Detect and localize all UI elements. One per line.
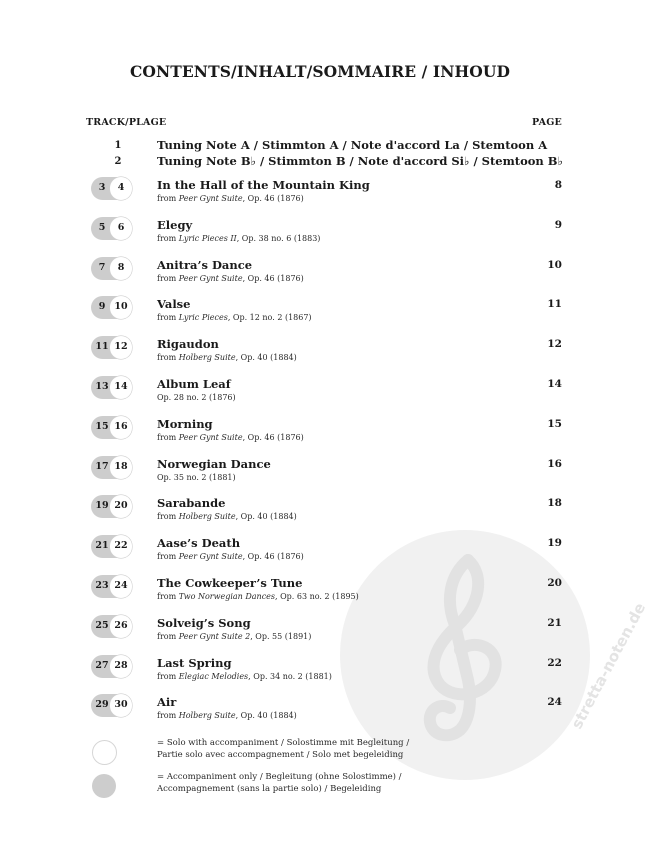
piece-source	[157, 194, 304, 203]
source-work: Holberg Suite	[178, 512, 236, 522]
track-pill	[91, 217, 131, 240]
track-number-accompaniment: 7	[98, 261, 106, 273]
source-prefix: from	[157, 233, 179, 243]
page-number: 11	[547, 298, 562, 311]
legend-line: = Accompaniment only / Begleitung (ohne Solostimme) /	[157, 772, 402, 782]
track-number-accompaniment: 29	[95, 699, 109, 711]
piece-title: Anitra’s Dance	[157, 257, 253, 272]
source-suffix: , Op. 34 no. 2 (1881)	[248, 671, 332, 681]
track-pill	[91, 456, 131, 479]
source-work: Peer Gynt Suite	[178, 273, 243, 283]
source-work: Peer Gynt Suite	[178, 194, 243, 203]
source-suffix: , Op. 55 (1891)	[250, 631, 312, 641]
track-number-solo: 8	[117, 261, 125, 273]
piece-source	[157, 552, 304, 561]
piece-title: In the Hall of the Mountain King	[157, 178, 370, 192]
legend-text	[157, 737, 409, 761]
source-suffix: , Op. 46 (1876)	[242, 194, 304, 203]
page-number: 10	[547, 258, 562, 271]
track-pill	[91, 615, 131, 638]
source-prefix: Op. 35 no. 2 (1881)	[157, 472, 236, 482]
track-pill	[91, 575, 131, 598]
track-number-solo: 4	[117, 182, 125, 193]
contents-entry	[0, 176, 640, 208]
track-number-solo: 26	[114, 619, 128, 631]
contents-entry	[0, 216, 640, 248]
page-number: 22	[547, 656, 562, 669]
page-number: 14	[547, 378, 562, 390]
track-number-accompaniment: 3	[98, 182, 106, 193]
piece-source	[157, 313, 312, 322]
page-number: 8	[554, 179, 562, 191]
source-work: Peer Gynt Suite	[178, 552, 243, 562]
track-pill	[91, 495, 131, 518]
source-suffix: , Op. 63 no. 2 (1895)	[275, 592, 359, 601]
piece-source	[157, 672, 332, 681]
source-prefix: from	[157, 512, 179, 522]
track-number-solo: 14	[114, 381, 128, 392]
track-number-accompaniment: 13	[95, 381, 109, 392]
piece-source	[157, 433, 304, 442]
track-number-accompaniment: 15	[95, 420, 109, 432]
contents-entry	[0, 415, 640, 447]
white-circle-icon	[92, 740, 117, 765]
source-suffix: , Op. 46 (1876)	[242, 432, 304, 442]
piece-source	[157, 274, 304, 283]
source-prefix: from	[157, 353, 179, 363]
track-pill	[91, 257, 131, 280]
source-suffix: , Op. 46 (1876)	[242, 552, 304, 562]
watermark-text: stretta-noten.de	[567, 599, 650, 732]
track-pill	[91, 296, 131, 319]
track-pill	[91, 535, 131, 558]
contents-entry	[0, 534, 640, 566]
piece-title: Elegy	[157, 217, 193, 232]
track-number-accompaniment: 5	[98, 221, 106, 233]
source-prefix: from	[157, 711, 179, 721]
track-pill	[91, 336, 131, 359]
legend-text	[157, 771, 402, 795]
tuning-text: Tuning Note A / Stimmton A / Note d'accord La / Stemtoon A	[157, 138, 548, 152]
track-number-solo: 12	[114, 341, 128, 353]
source-work: Elegiac Melodies	[178, 671, 249, 681]
piece-title: Last Spring	[157, 655, 232, 670]
piece-source	[157, 711, 297, 720]
source-work: Holberg Suite	[178, 353, 236, 363]
source-suffix: , Op. 46 (1876)	[242, 273, 304, 283]
source-work: Lyric Pieces II	[178, 233, 237, 243]
source-prefix: from	[157, 432, 179, 442]
contents-entry	[0, 693, 640, 725]
tuning-track-number: 2	[114, 156, 122, 167]
page-number: 24	[547, 696, 562, 709]
piece-source	[157, 632, 311, 641]
page-number: 9	[554, 218, 562, 231]
legend-line: Accompagnement (sans la partie solo) / Begeleiding	[157, 784, 382, 794]
source-suffix: , Op. 12 no. 2 (1867)	[227, 313, 312, 323]
piece-source	[157, 592, 359, 601]
track-number-solo: 20	[114, 500, 128, 512]
track-pill	[91, 376, 131, 399]
source-suffix: , Op. 40 (1884)	[235, 711, 297, 721]
piece-source	[157, 234, 320, 243]
track-pill	[91, 655, 131, 678]
piece-source	[157, 473, 236, 482]
track-number-accompaniment: 19	[95, 500, 109, 512]
track-number-accompaniment: 21	[95, 540, 109, 552]
track-number-accompaniment: 23	[95, 580, 109, 591]
contents-entry	[0, 256, 640, 288]
source-work: Peer Gynt Suite	[178, 432, 243, 442]
contents-entry	[0, 574, 640, 606]
contents-entry	[0, 614, 640, 646]
page-number: 18	[547, 497, 562, 510]
page-column-header: PAGE	[532, 117, 562, 128]
track-number-accompaniment: 9	[98, 301, 106, 313]
source-prefix: from	[157, 552, 179, 562]
source-prefix: from	[157, 194, 179, 203]
page-title: CONTENTS/INHALT/SOMMAIRE / INHOUD	[129, 62, 511, 81]
source-work: Peer Gynt Suite 2	[178, 631, 251, 641]
piece-title: Album Leaf	[157, 377, 231, 391]
grey-circle-icon	[92, 774, 116, 798]
piece-source	[157, 393, 236, 402]
contents-entry	[0, 335, 640, 367]
legend-line: Partie solo avec accompagnement / Solo met begeleiding	[157, 750, 404, 760]
source-prefix: from	[157, 592, 179, 601]
piece-title: Morning	[157, 416, 213, 431]
piece-title: Sarabande	[157, 496, 226, 511]
contents-entry	[0, 375, 640, 407]
track-number-solo: 18	[114, 460, 128, 472]
piece-source	[157, 512, 297, 521]
contents-entry	[0, 654, 640, 686]
source-suffix: , Op. 40 (1884)	[235, 353, 297, 363]
piece-title: Valse	[157, 297, 191, 312]
source-work: Holberg Suite	[178, 711, 236, 721]
track-number-solo: 30	[114, 699, 128, 711]
source-prefix: from	[157, 671, 179, 681]
track-number-accompaniment: 25	[95, 619, 109, 631]
track-number-solo: 28	[114, 659, 128, 671]
tuning-row	[0, 154, 640, 170]
piece-title: Air	[157, 695, 177, 710]
tuning-row	[0, 138, 640, 154]
page-number: 15	[547, 417, 562, 430]
track-number-accompaniment: 17	[95, 460, 109, 472]
source-suffix: , Op. 38 no. 6 (1883)	[236, 233, 321, 243]
track-number-solo: 10	[114, 301, 128, 313]
piece-title: The Cowkeeper’s Tune	[157, 576, 303, 590]
page-number: 21	[547, 616, 562, 629]
tuning-track-number: 1	[114, 140, 122, 151]
page-number: 19	[547, 537, 562, 550]
track-number-solo: 22	[114, 540, 128, 552]
source-prefix: from	[157, 631, 179, 641]
source-prefix: from	[157, 313, 179, 323]
page-number: 16	[547, 457, 562, 470]
page-number: 12	[547, 338, 562, 351]
track-pill	[91, 694, 131, 717]
source-work: Lyric Pieces	[178, 313, 228, 323]
track-number-solo: 24	[114, 580, 128, 591]
track-column-header: TRACK/PLAGE	[86, 117, 167, 128]
piece-title: Norwegian Dance	[157, 456, 271, 471]
piece-source	[157, 353, 297, 362]
piece-title: Rigaudon	[157, 337, 219, 352]
source-suffix: , Op. 40 (1884)	[235, 512, 297, 522]
track-pill	[91, 416, 131, 439]
piece-title: Aase’s Death	[157, 536, 241, 551]
contents-entry	[0, 455, 640, 487]
piece-title: Solveig’s Song	[157, 615, 251, 630]
contents-entry	[0, 494, 640, 526]
source-work: Two Norwegian Dances	[178, 592, 276, 601]
legend-line: = Solo with accompaniment / Solostimme mit Begleitung /	[157, 738, 410, 748]
source-prefix: Op. 28 no. 2 (1876)	[157, 393, 236, 402]
track-number-accompaniment: 11	[95, 341, 109, 353]
track-number-solo: 6	[117, 221, 125, 233]
tuning-text: Tuning Note B♭ / Stimmton B / Note d'accord Si♭ / Stemtoon B♭	[157, 154, 563, 168]
source-prefix: from	[157, 273, 179, 283]
page-number: 20	[547, 577, 562, 589]
track-number-solo: 16	[114, 420, 128, 432]
contents-entry	[0, 295, 640, 327]
track-number-accompaniment: 27	[95, 659, 109, 671]
track-pill	[91, 177, 131, 200]
